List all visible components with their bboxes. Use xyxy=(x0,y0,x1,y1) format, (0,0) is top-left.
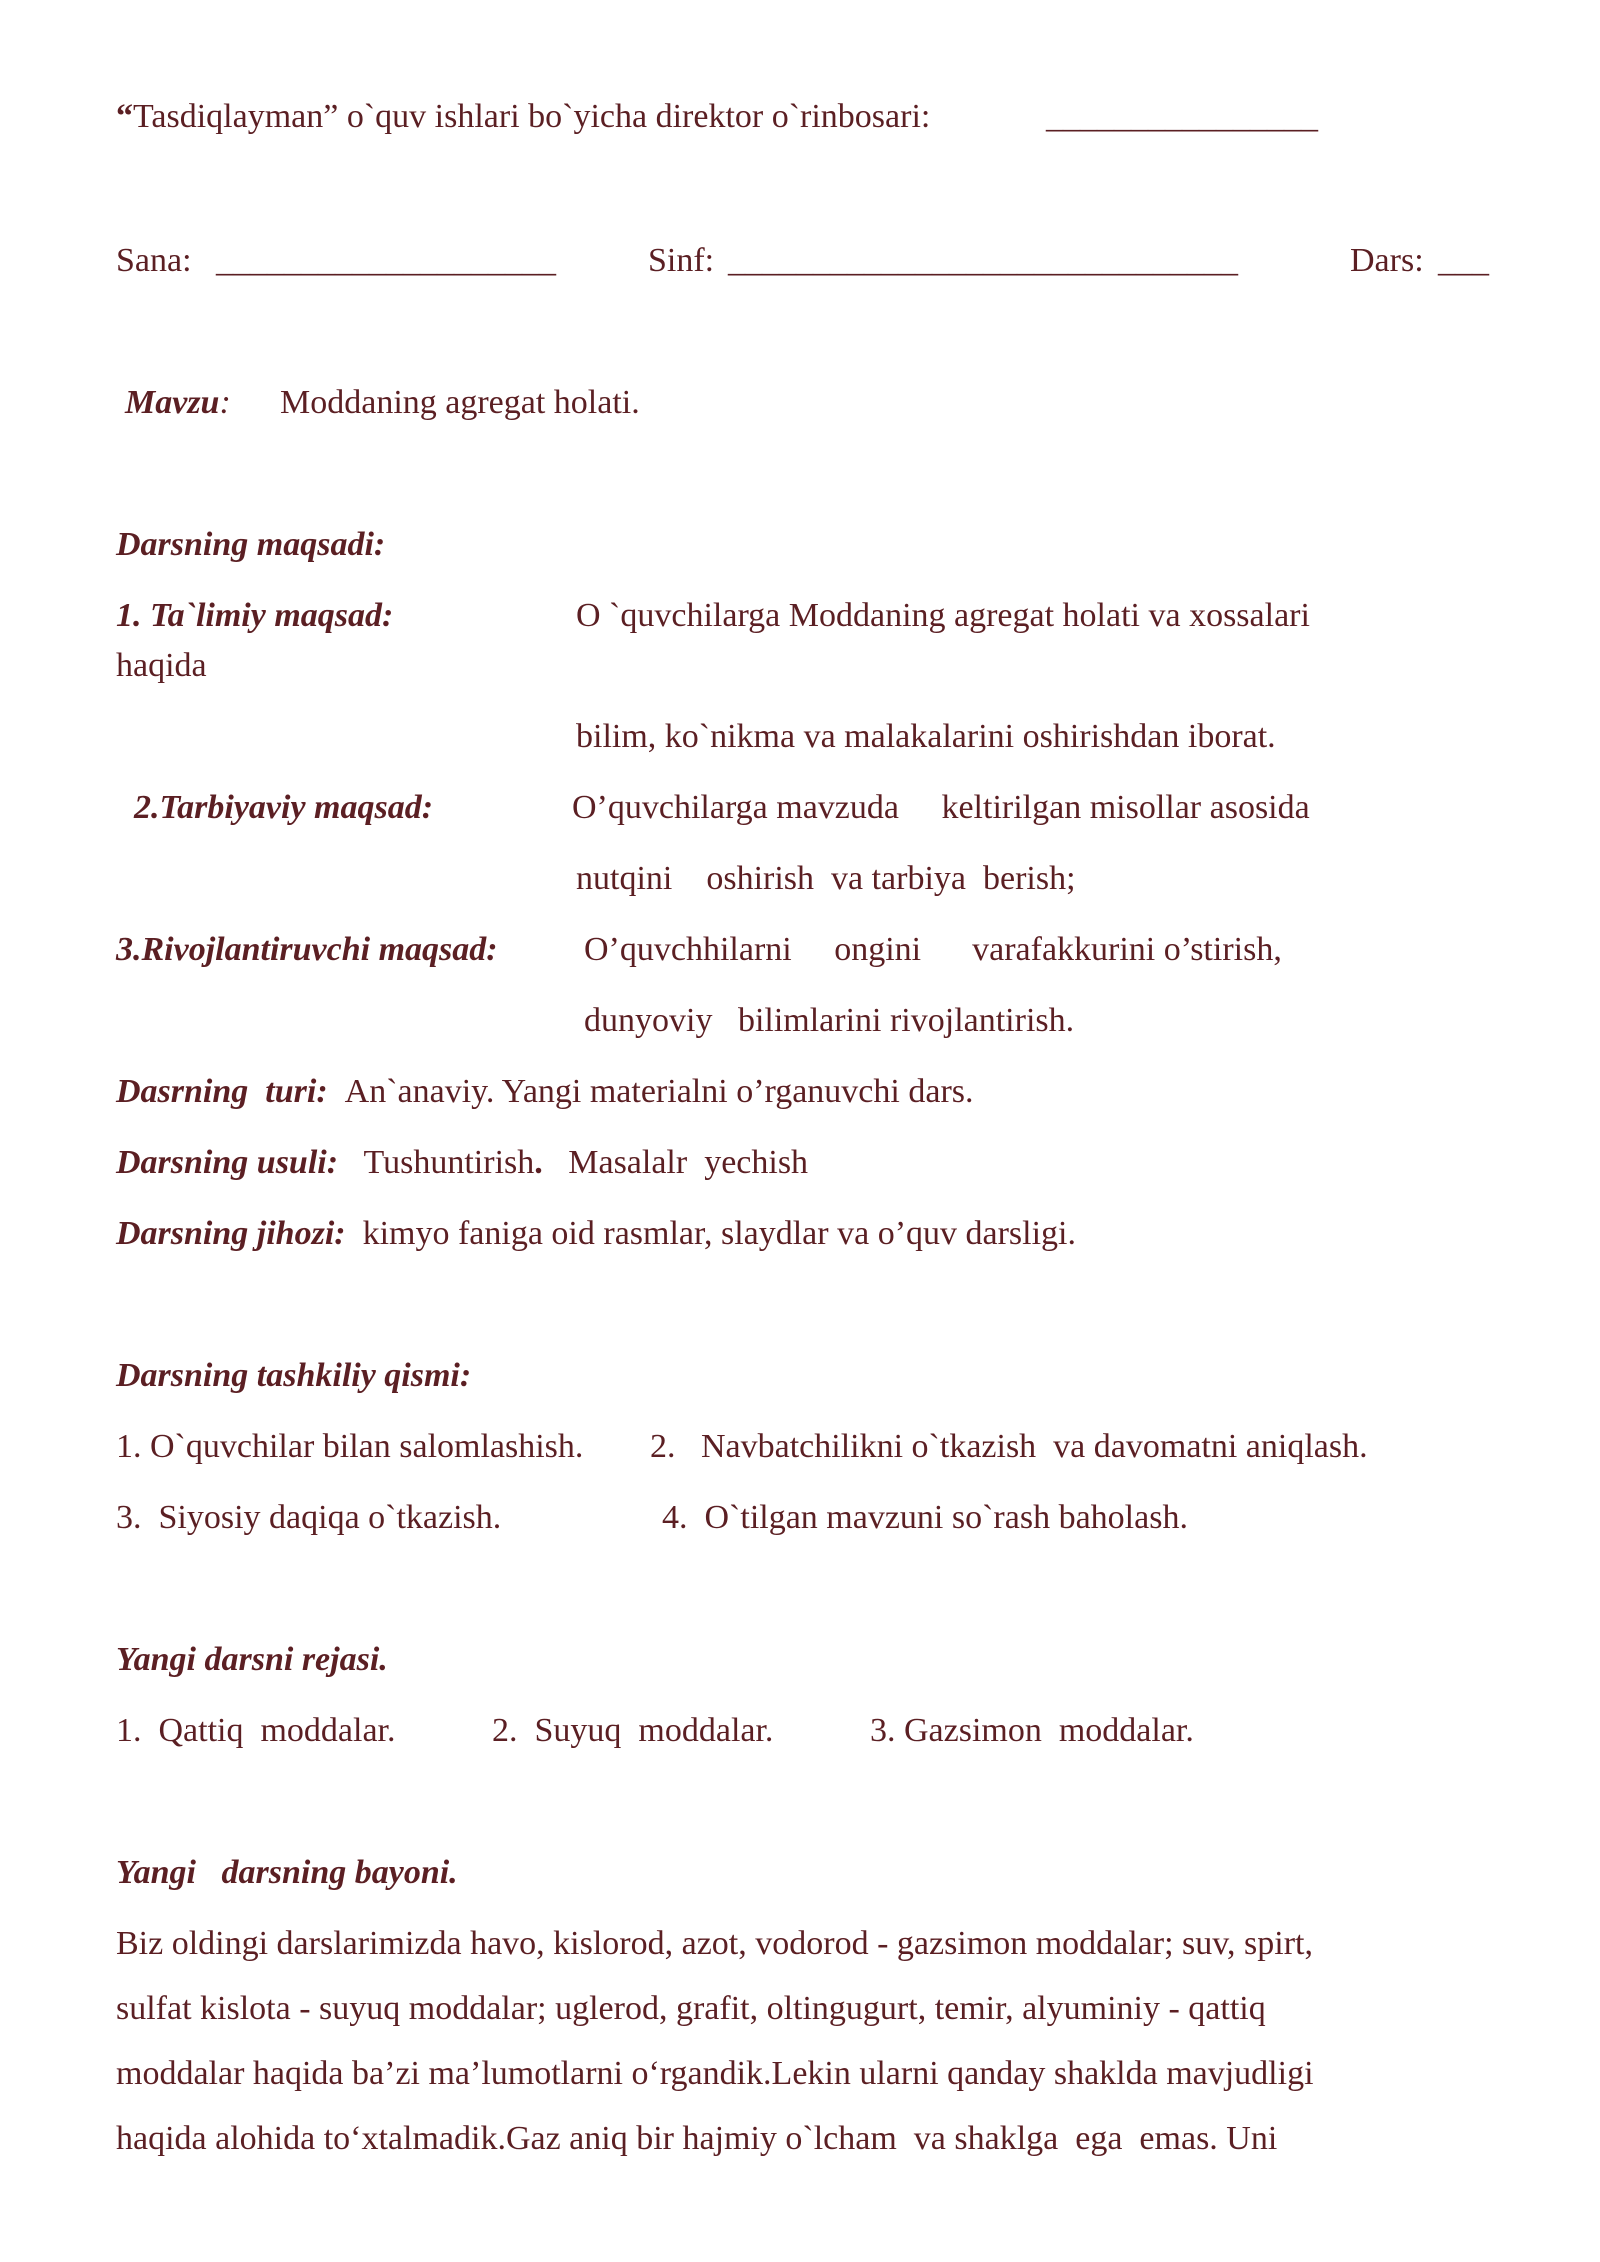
sana-blank: ____________________ xyxy=(216,242,556,279)
approval-quote: “ xyxy=(116,98,133,135)
talimiy-text-2: haqida xyxy=(116,647,207,684)
tashkiliy-item-1: 1. O`quvchilar bilan salomlashish. xyxy=(116,1428,584,1465)
bayon-line-1: Biz oldingi darslarimizda havo, kislorod, azot, vodorod - gazsimon moddalar; suv, spirt, xyxy=(116,1925,1314,1962)
tashkiliy-heading: Darsning tashkiliy qismi: xyxy=(116,1357,472,1394)
dars-usuli-value-2: Masalalr yechish xyxy=(568,1144,809,1181)
talimiy-label: 1. Ta`limiy maqsad: xyxy=(116,597,394,634)
talimiy-text-1: O `quvchilarga Moddaning agregat holati va xossalari xyxy=(576,597,1310,634)
mavzu-line xyxy=(125,382,231,425)
sinf-blank: ______________________________ xyxy=(728,242,1238,279)
reja-item-1: 1. Qattiq moddalar. xyxy=(116,1712,396,1749)
dars-usuli-dot: . xyxy=(534,1144,543,1181)
tashkiliy-item-2: 2. Navbatchilikni o`tkazish va davomatni aniqlash. xyxy=(650,1428,1368,1465)
tarbiyaviy-text-2: nutqini oshirish va tarbiya berish; xyxy=(576,860,1076,897)
dars-jihozi-line xyxy=(116,1213,1076,1256)
approval-signature-blank: ________________ xyxy=(1046,98,1318,135)
talimiy-text-3: bilim, ko`nikma va malakalarini oshirishdan iborat. xyxy=(576,718,1276,755)
tarbiyaviy-text-1: O’quvchilarga mavzuda keltirilgan misollar asosida xyxy=(572,789,1310,826)
rivojlantiruvchi-label: 3.Rivojlantiruvchi maqsad: xyxy=(116,931,498,968)
dars-usuli-label: Darsning usuli: xyxy=(116,1144,339,1181)
dars-jihozi-label: Darsning jihozi: xyxy=(116,1215,346,1252)
reja-heading: Yangi darsni rejasi. xyxy=(116,1641,388,1678)
dars-turi-label: Dasrning turi: xyxy=(116,1073,328,1110)
dars-blank: ___ xyxy=(1438,242,1489,279)
bayon-line-2: sulfat kislota - suyuq moddalar; uglerod, grafit, oltingugurt, temir, alyuminiy - qattiq xyxy=(116,1990,1266,2027)
dars-jihozi-value: kimyo faniga oid rasmlar, slaydlar va o’quv darsligi. xyxy=(362,1215,1076,1252)
reja-item-3: 3. Gazsimon moddalar. xyxy=(870,1712,1194,1749)
sinf-label: Sinf: xyxy=(648,242,715,279)
mavzu-colon: : xyxy=(219,384,231,421)
bayon-line-3: moddalar haqida ba’zi ma’lumotlarni o‘rgandik.Lekin ularni qanday shaklda mavjudligi xyxy=(116,2055,1314,2092)
mavzu-value: Moddaning agregat holati. xyxy=(280,384,640,421)
rivojlantiruvchi-text-1: O’quvchhilarni ongini varafakkurini o’stirish, xyxy=(584,931,1282,968)
rivojlantiruvchi-text-2: dunyoviy bilimlarini rivojlantirish. xyxy=(584,1002,1075,1039)
maqsad-heading: Darsning maqsadi: xyxy=(116,526,386,563)
sana-label: Sana: xyxy=(116,242,192,279)
tarbiyaviy-label: 2.Tarbiyaviy maqsad: xyxy=(134,789,434,826)
approval-text: Tasdiqlayman” o`quv ishlari bo`yicha direktor o`rinbosari: xyxy=(133,98,931,135)
dars-label: Dars: xyxy=(1350,242,1424,279)
mavzu-label: Mavzu xyxy=(125,384,220,421)
tashkiliy-item-3: 3. Siyosiy daqiqa o`tkazish. xyxy=(116,1499,502,1536)
reja-item-2: 2. Suyuq moddalar. xyxy=(492,1712,774,1749)
dars-usuli-value-1: Tushuntirish xyxy=(363,1144,535,1181)
dars-usuli-line xyxy=(116,1142,808,1185)
bayon-line-4: haqida alohida to‘xtalmadik.Gaz aniq bir hajmiy o`lcham va shaklga ega emas. Uni xyxy=(116,2120,1278,2157)
bayon-heading: Yangi darsning bayoni. xyxy=(116,1854,458,1891)
dars-turi-line xyxy=(116,1071,974,1114)
dars-turi-value: An`anaviy. Yangi materialni o’rganuvchi dars. xyxy=(344,1073,974,1110)
approval-line xyxy=(116,96,930,139)
tashkiliy-item-4: 4. O`tilgan mavzuni so`rash baholash. xyxy=(662,1499,1188,1536)
